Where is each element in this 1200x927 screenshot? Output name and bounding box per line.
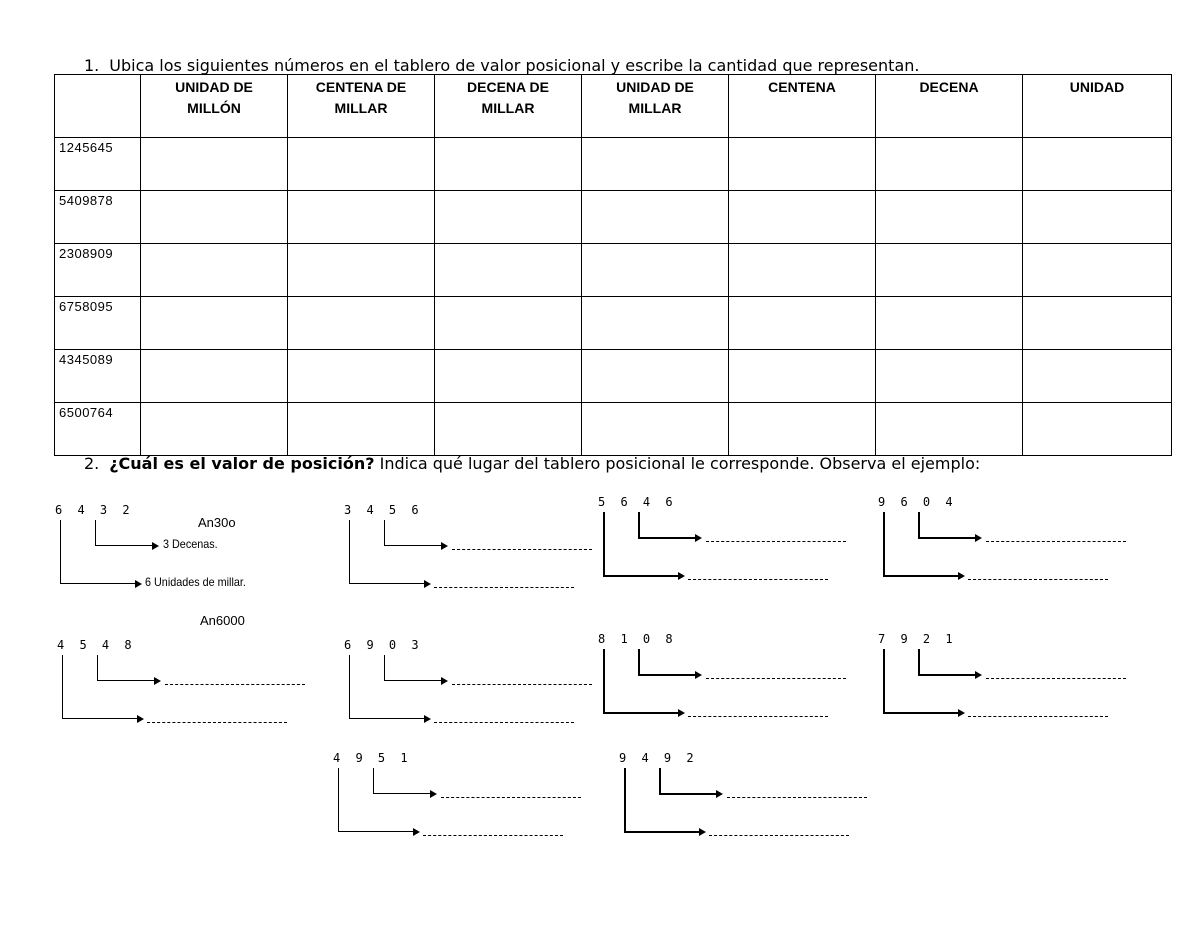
arrow-icon: [430, 790, 437, 798]
answer-line[interactable]: [727, 797, 867, 798]
example-digits: 6 4 3 2: [55, 503, 134, 517]
connector-line: [883, 512, 885, 575]
connector-line: [349, 655, 350, 718]
example-digits: 4 9 5 1: [333, 751, 412, 765]
connector-line: [97, 655, 98, 680]
example-digits: 5 6 4 6: [598, 495, 677, 509]
connector-line: [349, 583, 425, 584]
connector-line: [624, 831, 700, 833]
table-row: [55, 244, 1172, 297]
question-1-number: 1.: [84, 56, 100, 75]
connector-line: [60, 520, 61, 583]
answer-cell[interactable]: [729, 403, 876, 456]
arrow-icon: [154, 677, 161, 685]
row-number: 1245645: [55, 138, 141, 191]
example-digits: 8 1 0 8: [598, 632, 677, 646]
arrow-icon: [699, 828, 706, 836]
answer-cell[interactable]: [141, 297, 288, 350]
connector-line: [918, 512, 920, 537]
example-digits: 6 9 0 3: [344, 638, 423, 652]
row-number: 4345089: [55, 350, 141, 403]
example-label-bottom: 6 Unidades de millar.: [145, 575, 246, 589]
answer-cell[interactable]: [729, 191, 876, 244]
connector-line: [918, 649, 920, 674]
connector-line: [638, 649, 640, 674]
connector-line: [373, 768, 374, 793]
answer-line[interactable]: [986, 541, 1126, 542]
table-row: [55, 350, 1172, 403]
arrow-icon: [958, 572, 965, 580]
row-number: 5409878: [55, 191, 141, 244]
example-digits: 3 4 5 6: [344, 503, 423, 517]
answer-cell[interactable]: [729, 297, 876, 350]
place-value-table: [54, 74, 1172, 456]
connector-line: [883, 712, 959, 714]
answer-cell[interactable]: [288, 297, 435, 350]
table-row: [55, 138, 1172, 191]
arrow-icon: [975, 534, 982, 542]
header-empty: [55, 75, 141, 138]
answer-cell[interactable]: [288, 350, 435, 403]
arrow-icon: [695, 534, 702, 542]
answer-cell[interactable]: [582, 191, 729, 244]
answer-cell[interactable]: [435, 403, 582, 456]
example-digits: 9 4 9 2: [619, 751, 698, 765]
connector-line: [95, 520, 96, 545]
arrow-icon: [441, 677, 448, 685]
answer-cell[interactable]: [435, 138, 582, 191]
answer-cell[interactable]: [288, 403, 435, 456]
answer-cell[interactable]: [1023, 350, 1172, 403]
arrow-icon: [152, 542, 159, 550]
answer-cell[interactable]: [141, 191, 288, 244]
header-decena-de-millar: DECENA DE MILLAR: [435, 75, 582, 138]
answer-cell[interactable]: [141, 403, 288, 456]
table-row: [55, 403, 1172, 456]
connector-line: [60, 583, 136, 584]
example-digits: 9 6 0 4: [878, 495, 957, 509]
connector-line: [384, 545, 442, 546]
answer-line[interactable]: [147, 722, 287, 723]
answer-cell[interactable]: [288, 191, 435, 244]
connector-line: [338, 831, 414, 832]
connector-line: [62, 718, 138, 719]
header-unidad-de-millon: UNIDAD DE MILLÓN: [141, 75, 288, 138]
answer-cell[interactable]: [729, 244, 876, 297]
answer-cell[interactable]: [729, 350, 876, 403]
connector-line: [384, 680, 442, 681]
connector-line: [97, 680, 155, 681]
handwritten-note: An6000: [200, 613, 245, 628]
connector-line: [883, 649, 885, 712]
example-digits: 4 5 4 8: [57, 638, 136, 652]
connector-line: [883, 575, 959, 577]
connector-line: [659, 793, 717, 795]
arrow-icon: [678, 709, 685, 717]
question-1: [84, 56, 919, 75]
answer-line[interactable]: [968, 579, 1108, 580]
answer-cell[interactable]: [876, 191, 1023, 244]
answer-cell[interactable]: [876, 297, 1023, 350]
arrow-icon: [441, 542, 448, 550]
answer-cell[interactable]: [435, 191, 582, 244]
arrow-icon: [135, 580, 142, 588]
handwritten-note: An30o: [198, 515, 236, 530]
connector-line: [349, 718, 425, 719]
arrow-icon: [413, 828, 420, 836]
answer-cell[interactable]: [1023, 403, 1172, 456]
answer-line[interactable]: [688, 716, 828, 717]
connector-line: [603, 649, 605, 712]
answer-cell[interactable]: [435, 297, 582, 350]
answer-cell[interactable]: [435, 350, 582, 403]
answer-line[interactable]: [968, 716, 1108, 717]
connector-line: [384, 520, 385, 545]
connector-line: [638, 674, 696, 676]
table-header-row: [55, 75, 1172, 138]
answer-cell[interactable]: [876, 138, 1023, 191]
table-row: [55, 191, 1172, 244]
connector-line: [638, 512, 640, 537]
question-1-text: Ubica los siguientes números en el tablero de valor posicional y escribe la cantidad que representan.: [109, 56, 920, 75]
answer-line[interactable]: [709, 835, 849, 836]
answer-cell[interactable]: [582, 297, 729, 350]
example-label-top: 3 Decenas.: [163, 537, 218, 551]
arrow-icon: [695, 671, 702, 679]
answer-cell[interactable]: [1023, 244, 1172, 297]
connector-line: [603, 712, 679, 714]
answer-cell[interactable]: [1023, 191, 1172, 244]
connector-line: [659, 768, 661, 793]
answer-cell[interactable]: [1023, 297, 1172, 350]
answer-cell[interactable]: [876, 244, 1023, 297]
answer-line[interactable]: [165, 684, 305, 685]
answer-cell[interactable]: [141, 350, 288, 403]
answer-line[interactable]: [441, 797, 581, 798]
answer-line[interactable]: [986, 678, 1126, 679]
answer-cell[interactable]: [288, 244, 435, 297]
answer-line[interactable]: [688, 579, 828, 580]
question-2: [84, 454, 980, 473]
answer-cell[interactable]: [582, 350, 729, 403]
connector-line: [918, 537, 976, 539]
connector-line: [349, 520, 350, 583]
connector-line: [638, 537, 696, 539]
row-number: 6500764: [55, 403, 141, 456]
answer-line[interactable]: [423, 835, 563, 836]
connector-line: [624, 768, 626, 831]
arrow-icon: [424, 580, 431, 588]
table-row: [55, 297, 1172, 350]
answer-line[interactable]: [452, 549, 592, 550]
connector-line: [384, 655, 385, 680]
answer-cell[interactable]: [141, 138, 288, 191]
arrow-icon: [678, 572, 685, 580]
connector-line: [338, 768, 339, 831]
connector-line: [603, 512, 605, 575]
answer-cell[interactable]: [435, 244, 582, 297]
row-number: 6758095: [55, 297, 141, 350]
header-decena: DECENA: [876, 75, 1023, 138]
answer-cell[interactable]: [876, 403, 1023, 456]
question-2-bold: ¿Cuál es el valor de posición?: [109, 454, 375, 473]
answer-line[interactable]: [706, 541, 846, 542]
connector-line: [918, 674, 976, 676]
answer-cell[interactable]: [582, 244, 729, 297]
arrow-icon: [958, 709, 965, 717]
header-unidad: UNIDAD: [1023, 75, 1172, 138]
answer-cell[interactable]: [582, 403, 729, 456]
connector-line: [603, 575, 679, 577]
answer-cell[interactable]: [288, 138, 435, 191]
example-digits: 7 9 2 1: [878, 632, 957, 646]
answer-line[interactable]: [434, 587, 574, 588]
answer-cell[interactable]: [876, 350, 1023, 403]
question-2-text: Indica qué lugar del tablero posicional le corresponde. Observa el ejemplo:: [374, 454, 981, 473]
connector-line: [62, 655, 63, 718]
question-2-number: 2.: [84, 454, 100, 473]
arrow-icon: [137, 715, 144, 723]
header-centena-de-millar: CENTENA DE MILLAR: [288, 75, 435, 138]
answer-line[interactable]: [452, 684, 592, 685]
connector-line: [95, 545, 153, 546]
row-number: 2308909: [55, 244, 141, 297]
answer-cell[interactable]: [582, 138, 729, 191]
answer-cell[interactable]: [1023, 138, 1172, 191]
arrow-icon: [716, 790, 723, 798]
answer-line[interactable]: [706, 678, 846, 679]
arrow-icon: [975, 671, 982, 679]
connector-line: [373, 793, 431, 794]
header-centena: CENTENA: [729, 75, 876, 138]
answer-cell[interactable]: [141, 244, 288, 297]
header-unidad-de-millar: UNIDAD DE MILLAR: [582, 75, 729, 138]
answer-cell[interactable]: [729, 138, 876, 191]
arrow-icon: [424, 715, 431, 723]
answer-line[interactable]: [434, 722, 574, 723]
